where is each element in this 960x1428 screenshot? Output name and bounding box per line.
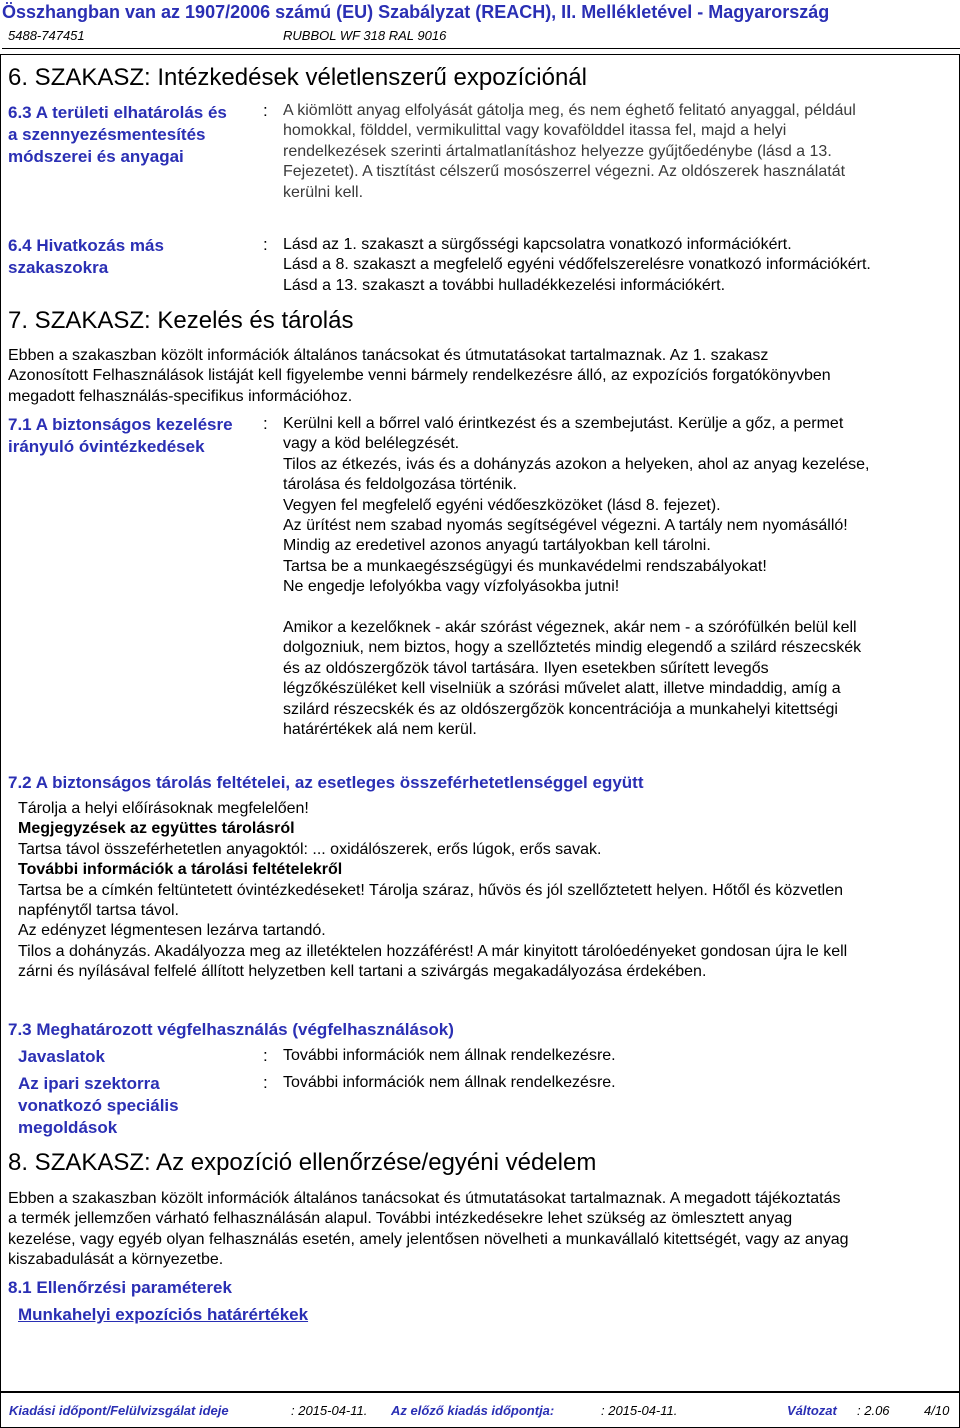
footer-version-value: : 2.06 <box>857 1403 890 1418</box>
section-7-1-text-spray: Amikor a kezelőknek - akár szórást végeznek, akár nem - a szórófülkén belül kell dolgozniuk, nem biztos, hogy a szellőztetés mindig elegendő a szilárd részecskék és az oldószergőzök távol tartására. Ilyen esetekben sűrített levegős légzőkészüléket kell viselniük a szórási művelet alatt, illetve mindaddig, amíg a szilárd részecskék és az oldószergőzök koncentrációja a munkahelyi kitettségi határértékek alá nem kerül. <box>283 619 862 739</box>
colon: : <box>263 101 268 120</box>
section-6-4-label: 6.4 Hivatkozás más szakaszokra <box>8 236 164 277</box>
section-7-1-label: 7.1 A biztonságos kezelésre irányuló óvintézkedések <box>8 415 233 456</box>
section-7-3-label: 7.3 Meghatározott végfelhasználás (végfelhasználások) <box>8 1020 454 1039</box>
colon: : <box>263 235 268 254</box>
section-6-title: 6. SZAKASZ: Intézkedések véletlenszerű expozíciónál <box>8 64 587 91</box>
section-6-3-label: 6.3 A területi elhatárolás és a szennyezésmentesítés módszerei és anyagai <box>8 103 227 166</box>
colon: : <box>263 1046 268 1065</box>
section-6-4-text: Lásd az 1. szakaszt a sürgősségi kapcsolatra vonatkozó információkért. Lásd a 8. szakaszt a megfelelő egyéni védőfelszerelésre vonatkozó információkért. Lásd a 13. szakaszt a további hulladékkezelési információkért. <box>283 236 871 294</box>
section-8-1-label: 8.1 Ellenőrzési paraméterek <box>8 1278 232 1297</box>
header-divider <box>2 48 960 49</box>
section-7-2-label: 7.2 A biztonságos tárolás feltételei, az esetleges összeférhetetlenséggel együtt <box>8 773 644 792</box>
section-6-3-text: A kiömlött anyag elfolyását gátolja meg, és nem éghető felitató anyaggal, például homokkal, földdel, vermikulittal vagy kovafölddel itassa fel, majd a helyi rendelkezések szerinti ártalmatlanításhoz helyezze gyűjtőedénybe (lásd a 13. Fejezetet). A tisztítást célszerű mosószerrel végezni. Az oldószerek használatát kerülni kell. <box>283 102 856 201</box>
section-7-title: 7. SZAKASZ: Kezelés és tárolás <box>8 307 354 334</box>
footer-issue-label: Kiadási időpont/Felülvizsgálat ideje <box>9 1403 229 1418</box>
section-7-intro: Ebben a szakaszban közölt információk általános tanácsokat és útmutatásokat tartalmaznak. Az 1. szakasz Azonosított Felhasználások listáját kell figyelembe venni bármely rendelkezésre álló, az expozíciós forgatókönyvben megadott felhasználás-specifikus információhoz. <box>8 347 831 405</box>
storage-notes-heading: Megjegyzések az együttes tárolásról <box>18 820 295 838</box>
document-header-title: Összhangban van az 1907/2006 számú (EU) Szabályzat (REACH), II. Mellékletével - Magyarország <box>2 2 830 22</box>
colon: : <box>263 414 268 433</box>
industrial-solutions-value: További információk nem állnak rendelkezésre. <box>283 1074 616 1091</box>
section-8-intro: Ebben a szakaszban közölt információk általános tanácsokat és útmutatásokat tartalmaznak. A megadott tájékoztatás a termék jellemzően várható felhasználásán alapul. További intézkedésekre lehet szükség az ömlesztett anyag kezelése, vagy egyéb olyan felhasználás esetén, amely jelentősen növelheti a munkavállaló kitettségét, vagy az anyag kiszabadulását a környezetbe. <box>8 1190 849 1269</box>
storage-info-heading: További információk a tárolási feltételekről <box>18 861 343 879</box>
page-footer <box>0 1393 960 1428</box>
product-name: RUBBOL WF 318 RAL 9016 <box>283 28 447 43</box>
colon: : <box>263 1073 268 1092</box>
industrial-solutions-label: Az ipari szektorra vonatkozó speciális megoldások <box>18 1074 179 1137</box>
footer-prev-label: Az előző kiadás időpontja: <box>391 1403 555 1418</box>
section-7-1-text: Kerülni kell a bőrrel való érintkezést és a szembejutást. Kerülje a gőz, a permet vagy a köd belélegzését. Tilos az étkezés, ivás és a dohányzás azokon a helyeken, ahol az anyag kezelése, tárolása és feldolgozása történik. Vegyen fel megfelelő egyéni védőeszközöket (lásd 8. fejezet). Az ürítést nem szabad nyomás segítségével végezni. A tartály nem nyomásálló! Mindig az eredetivel azonos anyagú tartályokban kell tárolni. Tartsa be a munkaegészségügyi és munkavédelmi rendszabályokat! Ne engedje lefolyókba vagy vízfolyásokba jutni! <box>283 415 870 596</box>
document-number: 5488-747451 <box>8 28 85 43</box>
footer-prev-value: : 2015-04-11. <box>601 1403 678 1418</box>
section-7-2-text: Tárolja a helyi előírásoknak megfelelően! Megjegyzések az együttes tárolásról Tartsa távol összeférhetetlen anyagoktól: ... oxidálószerek, erős lúgok, erős savak. További információk a tárolási feltételekről Tartsa be a címkén feltüntetett óvintézkedéseket! Tárolja száraz, hűvös és jól szellőztetett helyen. Hőtől és közvetlen napfénytől tartsa távol. Az edényzet légmentesen lezárva tartandó. Tilos a dohányzás. Akadályozza meg az illetéktelen hozzáférést! A már kinyitott tárolóedényeket gondosan újra le kell zárni és nyílásával felfelé állított helyzetben kell tartani a szivárgás megakadályozása érdekében. <box>18 799 954 983</box>
footer-page-number: 4/10 <box>924 1403 950 1418</box>
recommendations-value: További információk nem állnak rendelkezésre. <box>283 1047 616 1064</box>
section-8-title: 8. SZAKASZ: Az expozíció ellenőrzése/egyéni védelem <box>8 1149 597 1176</box>
footer-version-label: Változat <box>787 1403 837 1418</box>
footer-issue-value: : 2015-04-11. <box>291 1403 368 1418</box>
recommendations-label: Javaslatok <box>18 1047 105 1066</box>
exposure-limits-link[interactable]: Munkahelyi expozíciós határértékek <box>18 1305 309 1324</box>
